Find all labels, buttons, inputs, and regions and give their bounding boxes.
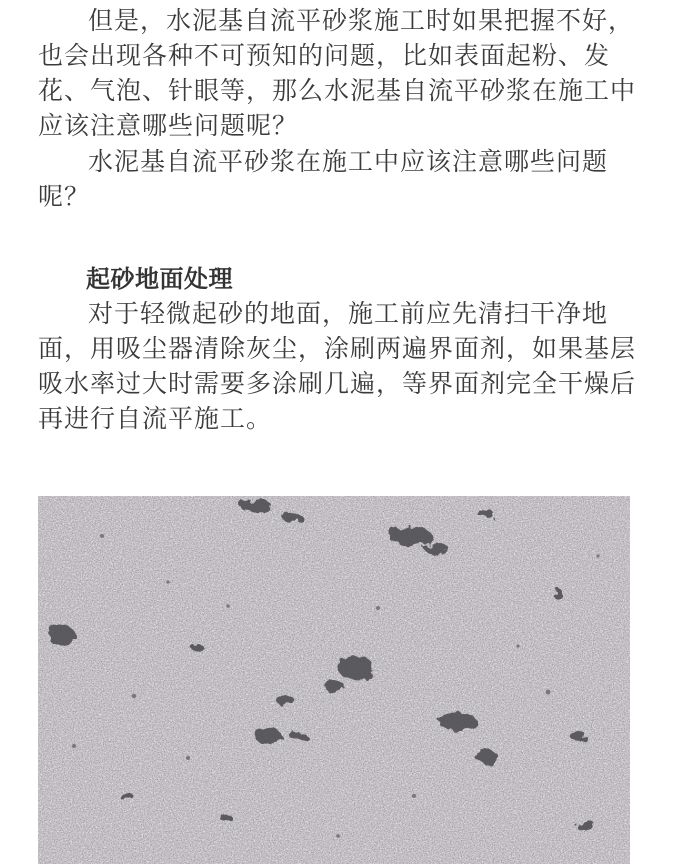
- question-paragraph: 水泥基自流平砂浆在施工中应该注意哪些问题呢？: [38, 147, 609, 211]
- section-heading: 起砂地面处理: [86, 265, 233, 293]
- section-paragraph: 对于轻微起砂的地面，施工前应先清扫干净地面，用吸尘器清除灰尘，涂刷两遍界面剂，如果基层吸水率过大时需要多涂刷几遍，等界面剂完全干燥后再进行自流平施工。: [38, 299, 637, 433]
- sanded-concrete-floor-photo: [38, 496, 630, 864]
- intro-paragraph: 但是，水泥基自流平砂浆施工时如果把握不好，也会出现各种不可预知的问题，比如表面起粉、发花、气泡、针眼等，那么水泥基自流平砂浆在施工中应该注意哪些问题呢？: [38, 6, 637, 140]
